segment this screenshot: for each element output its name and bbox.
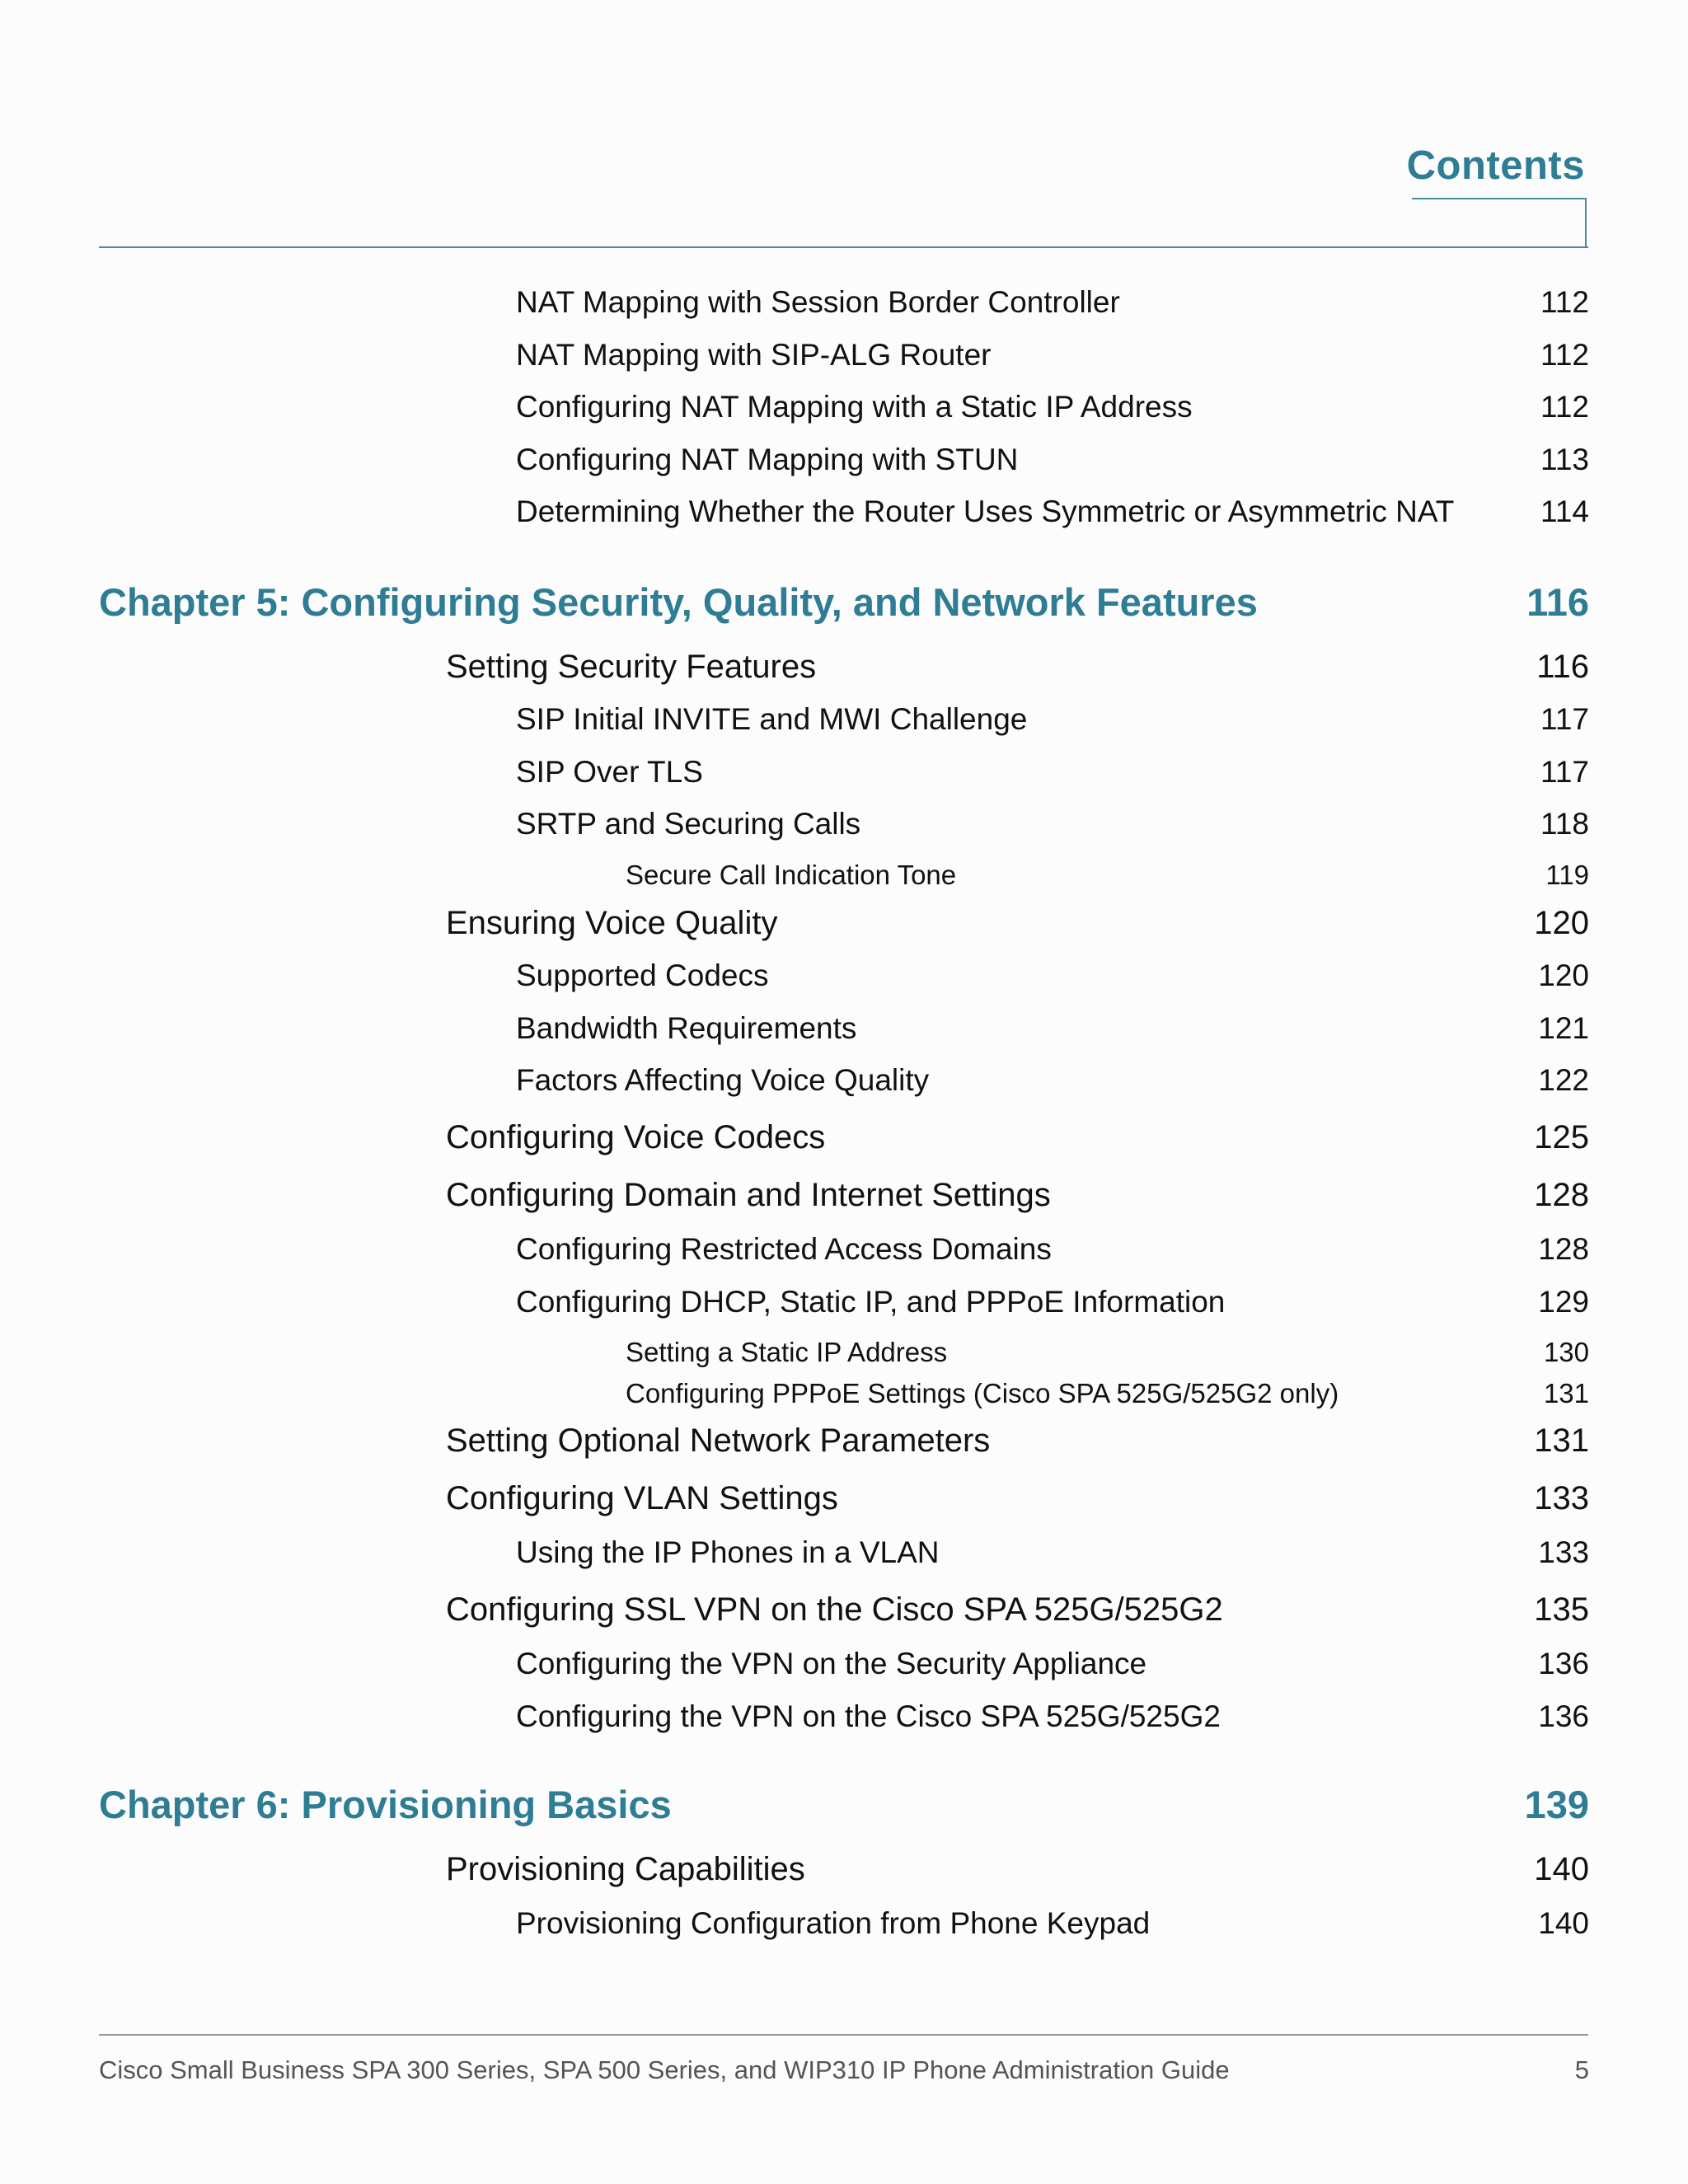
toc-entry-page: 113 [1540, 443, 1589, 476]
header-rule [99, 246, 1588, 248]
toc-entry-label: Setting Security Features [446, 649, 817, 685]
toc-entry-label: Ensuring Voice Quality [446, 905, 778, 941]
toc-entry-pppoe-settings[interactable] [626, 1378, 1589, 1409]
toc-entry-page: 130 [1543, 1337, 1589, 1367]
toc-entry-label: NAT Mapping with Session Border Controller [516, 285, 1120, 319]
toc-entry-network-parameters[interactable] [446, 1422, 1589, 1460]
toc-entry-page: 140 [1538, 1906, 1589, 1940]
toc-entry-label: Factors Affecting Voice Quality [516, 1063, 930, 1097]
toc-entry-nat-mapping-sip-alg[interactable] [516, 338, 1589, 373]
toc-entry-page: 112 [1540, 285, 1589, 319]
toc-entry-label: Configuring NAT Mapping with a Static IP Address [516, 390, 1193, 424]
toc-entry-dhcp-static-pppoe[interactable] [516, 1285, 1589, 1319]
toc-entry-page: 117 [1540, 755, 1589, 789]
toc-entry-voice-quality[interactable] [446, 905, 1589, 942]
toc-entry-security-features[interactable] [446, 649, 1589, 686]
toc-entry-label: SIP Over TLS [516, 755, 703, 789]
toc-entry-label: Setting Optional Network Parameters [446, 1422, 991, 1459]
toc-entry-label: NAT Mapping with SIP-ALG Router [516, 338, 992, 372]
toc-entry-nat-stun[interactable] [516, 443, 1589, 477]
toc-entry-static-ip[interactable] [626, 1337, 1589, 1368]
toc-entry-vlan-settings[interactable] [446, 1480, 1589, 1517]
toc-chapter-page: 139 [1524, 1783, 1589, 1826]
toc-entry-page: 118 [1540, 807, 1589, 841]
toc-chapter-label: Chapter 6: Provisioning Basics [99, 1783, 672, 1826]
toc-entry-label: Configuring DHCP, Static IP, and PPPoE Information [516, 1285, 1226, 1319]
toc-entry-page: 117 [1540, 702, 1589, 736]
toc-entry-sip-over-tls[interactable] [516, 755, 1589, 790]
page-header-title: Contents [1406, 143, 1585, 188]
toc-entry-page: 125 [1534, 1119, 1589, 1155]
toc-entry-label: Determining Whether the Router Uses Symmetric or Asymmetric NAT [516, 494, 1455, 528]
toc-entry-label: Using the IP Phones in a VLAN [516, 1535, 940, 1569]
toc-entry-sip-invite-mwi[interactable] [516, 702, 1589, 737]
toc-entry-page: 112 [1540, 338, 1589, 372]
toc-chapter-page: 116 [1526, 580, 1589, 624]
toc-entry-page: 131 [1543, 1378, 1589, 1408]
toc-entry-label: Secure Call Indication Tone [626, 860, 957, 890]
toc-entry-srtp[interactable] [516, 807, 1589, 841]
toc-entry-nat-mapping-sbc[interactable] [516, 285, 1589, 320]
toc-entry-supported-codecs[interactable] [516, 958, 1589, 993]
toc-entry-label: Configuring PPPoE Settings (Cisco SPA 525G/525G2 only) [626, 1378, 1339, 1408]
toc-chapter-6[interactable] [99, 1782, 1589, 1827]
toc-entry-page: 135 [1534, 1591, 1589, 1628]
toc-entry-page: 112 [1540, 390, 1589, 424]
toc-entry-ssl-vpn[interactable] [446, 1591, 1589, 1629]
toc-entry-label: Setting a Static IP Address [626, 1337, 948, 1367]
toc-entry-nat-static-ip[interactable] [516, 390, 1589, 424]
toc-entry-provisioning-capabilities[interactable] [446, 1851, 1589, 1888]
toc-entry-domain-internet[interactable] [446, 1177, 1589, 1214]
toc-entry-page: 129 [1538, 1285, 1589, 1319]
toc-entry-label: Provisioning Capabilities [446, 1851, 805, 1887]
toc-entry-label: Configuring the VPN on the Security Appliance [516, 1647, 1147, 1680]
toc-entry-factors-voice-quality[interactable] [516, 1063, 1589, 1098]
toc-entry-label: Configuring VLAN Settings [446, 1480, 838, 1516]
toc-entry-page: 114 [1540, 494, 1589, 528]
toc-entry-page: 133 [1538, 1535, 1589, 1569]
toc-entry-page: 120 [1534, 905, 1589, 941]
toc-entry-label: Configuring the VPN on the Cisco SPA 525G/525G2 [516, 1699, 1221, 1733]
toc-entry-page: 122 [1538, 1063, 1589, 1097]
toc-entry-ip-phones-vlan[interactable] [516, 1535, 1589, 1570]
toc-entry-page: 136 [1538, 1699, 1589, 1733]
header-tab-box [1412, 198, 1587, 246]
toc-entry-label: Provisioning Configuration from Phone Keypad [516, 1906, 1151, 1940]
toc-entry-symmetric-nat[interactable] [516, 494, 1589, 529]
toc-entry-label: SRTP and Securing Calls [516, 807, 861, 841]
toc-chapter-5[interactable] [99, 579, 1589, 625]
toc-entry-page: 120 [1538, 958, 1589, 992]
toc-entry-secure-call-tone[interactable] [626, 860, 1589, 891]
toc-entry-bandwidth[interactable] [516, 1011, 1589, 1046]
toc-entry-page: 116 [1536, 649, 1589, 685]
footer-rule [99, 2034, 1588, 2036]
toc-entry-label: Configuring NAT Mapping with STUN [516, 443, 1019, 476]
footer-guide-title: Cisco Small Business SPA 300 Series, SPA 500 Series, and WIP310 IP Phone Administration Guide [99, 2055, 1230, 2084]
toc-entry-label: Supported Codecs [516, 958, 769, 992]
toc-entry-page: 119 [1545, 860, 1589, 890]
toc-entry-page: 128 [1538, 1232, 1589, 1266]
toc-entry-provisioning-keypad[interactable] [516, 1906, 1589, 1941]
toc-entry-label: Configuring Voice Codecs [446, 1119, 826, 1155]
toc-chapter-label: Chapter 5: Configuring Security, Quality, and Network Features [99, 580, 1258, 624]
toc-entry-vpn-cisco-spa[interactable] [516, 1699, 1589, 1734]
toc-entry-page: 121 [1538, 1011, 1589, 1045]
toc-entry-page: 140 [1534, 1851, 1589, 1887]
toc-entry-vpn-security-appliance[interactable] [516, 1647, 1589, 1681]
footer-page-number: 5 [1574, 2055, 1589, 2084]
toc-entry-label: Configuring Domain and Internet Settings [446, 1177, 1051, 1213]
toc-entry-voice-codecs[interactable] [446, 1119, 1589, 1156]
toc-entry-label: SIP Initial INVITE and MWI Challenge [516, 702, 1028, 736]
toc-entry-page: 136 [1538, 1647, 1589, 1680]
toc-entry-page: 128 [1534, 1177, 1589, 1213]
toc-entry-label: Configuring Restricted Access Domains [516, 1232, 1052, 1266]
toc-entry-label: Configuring SSL VPN on the Cisco SPA 525G/525G2 [446, 1591, 1223, 1628]
toc-entry-page: 131 [1534, 1422, 1589, 1459]
toc-entry-label: Bandwidth Requirements [516, 1011, 857, 1045]
toc-entry-restricted-domains[interactable] [516, 1232, 1589, 1267]
toc-entry-page: 133 [1534, 1480, 1589, 1516]
